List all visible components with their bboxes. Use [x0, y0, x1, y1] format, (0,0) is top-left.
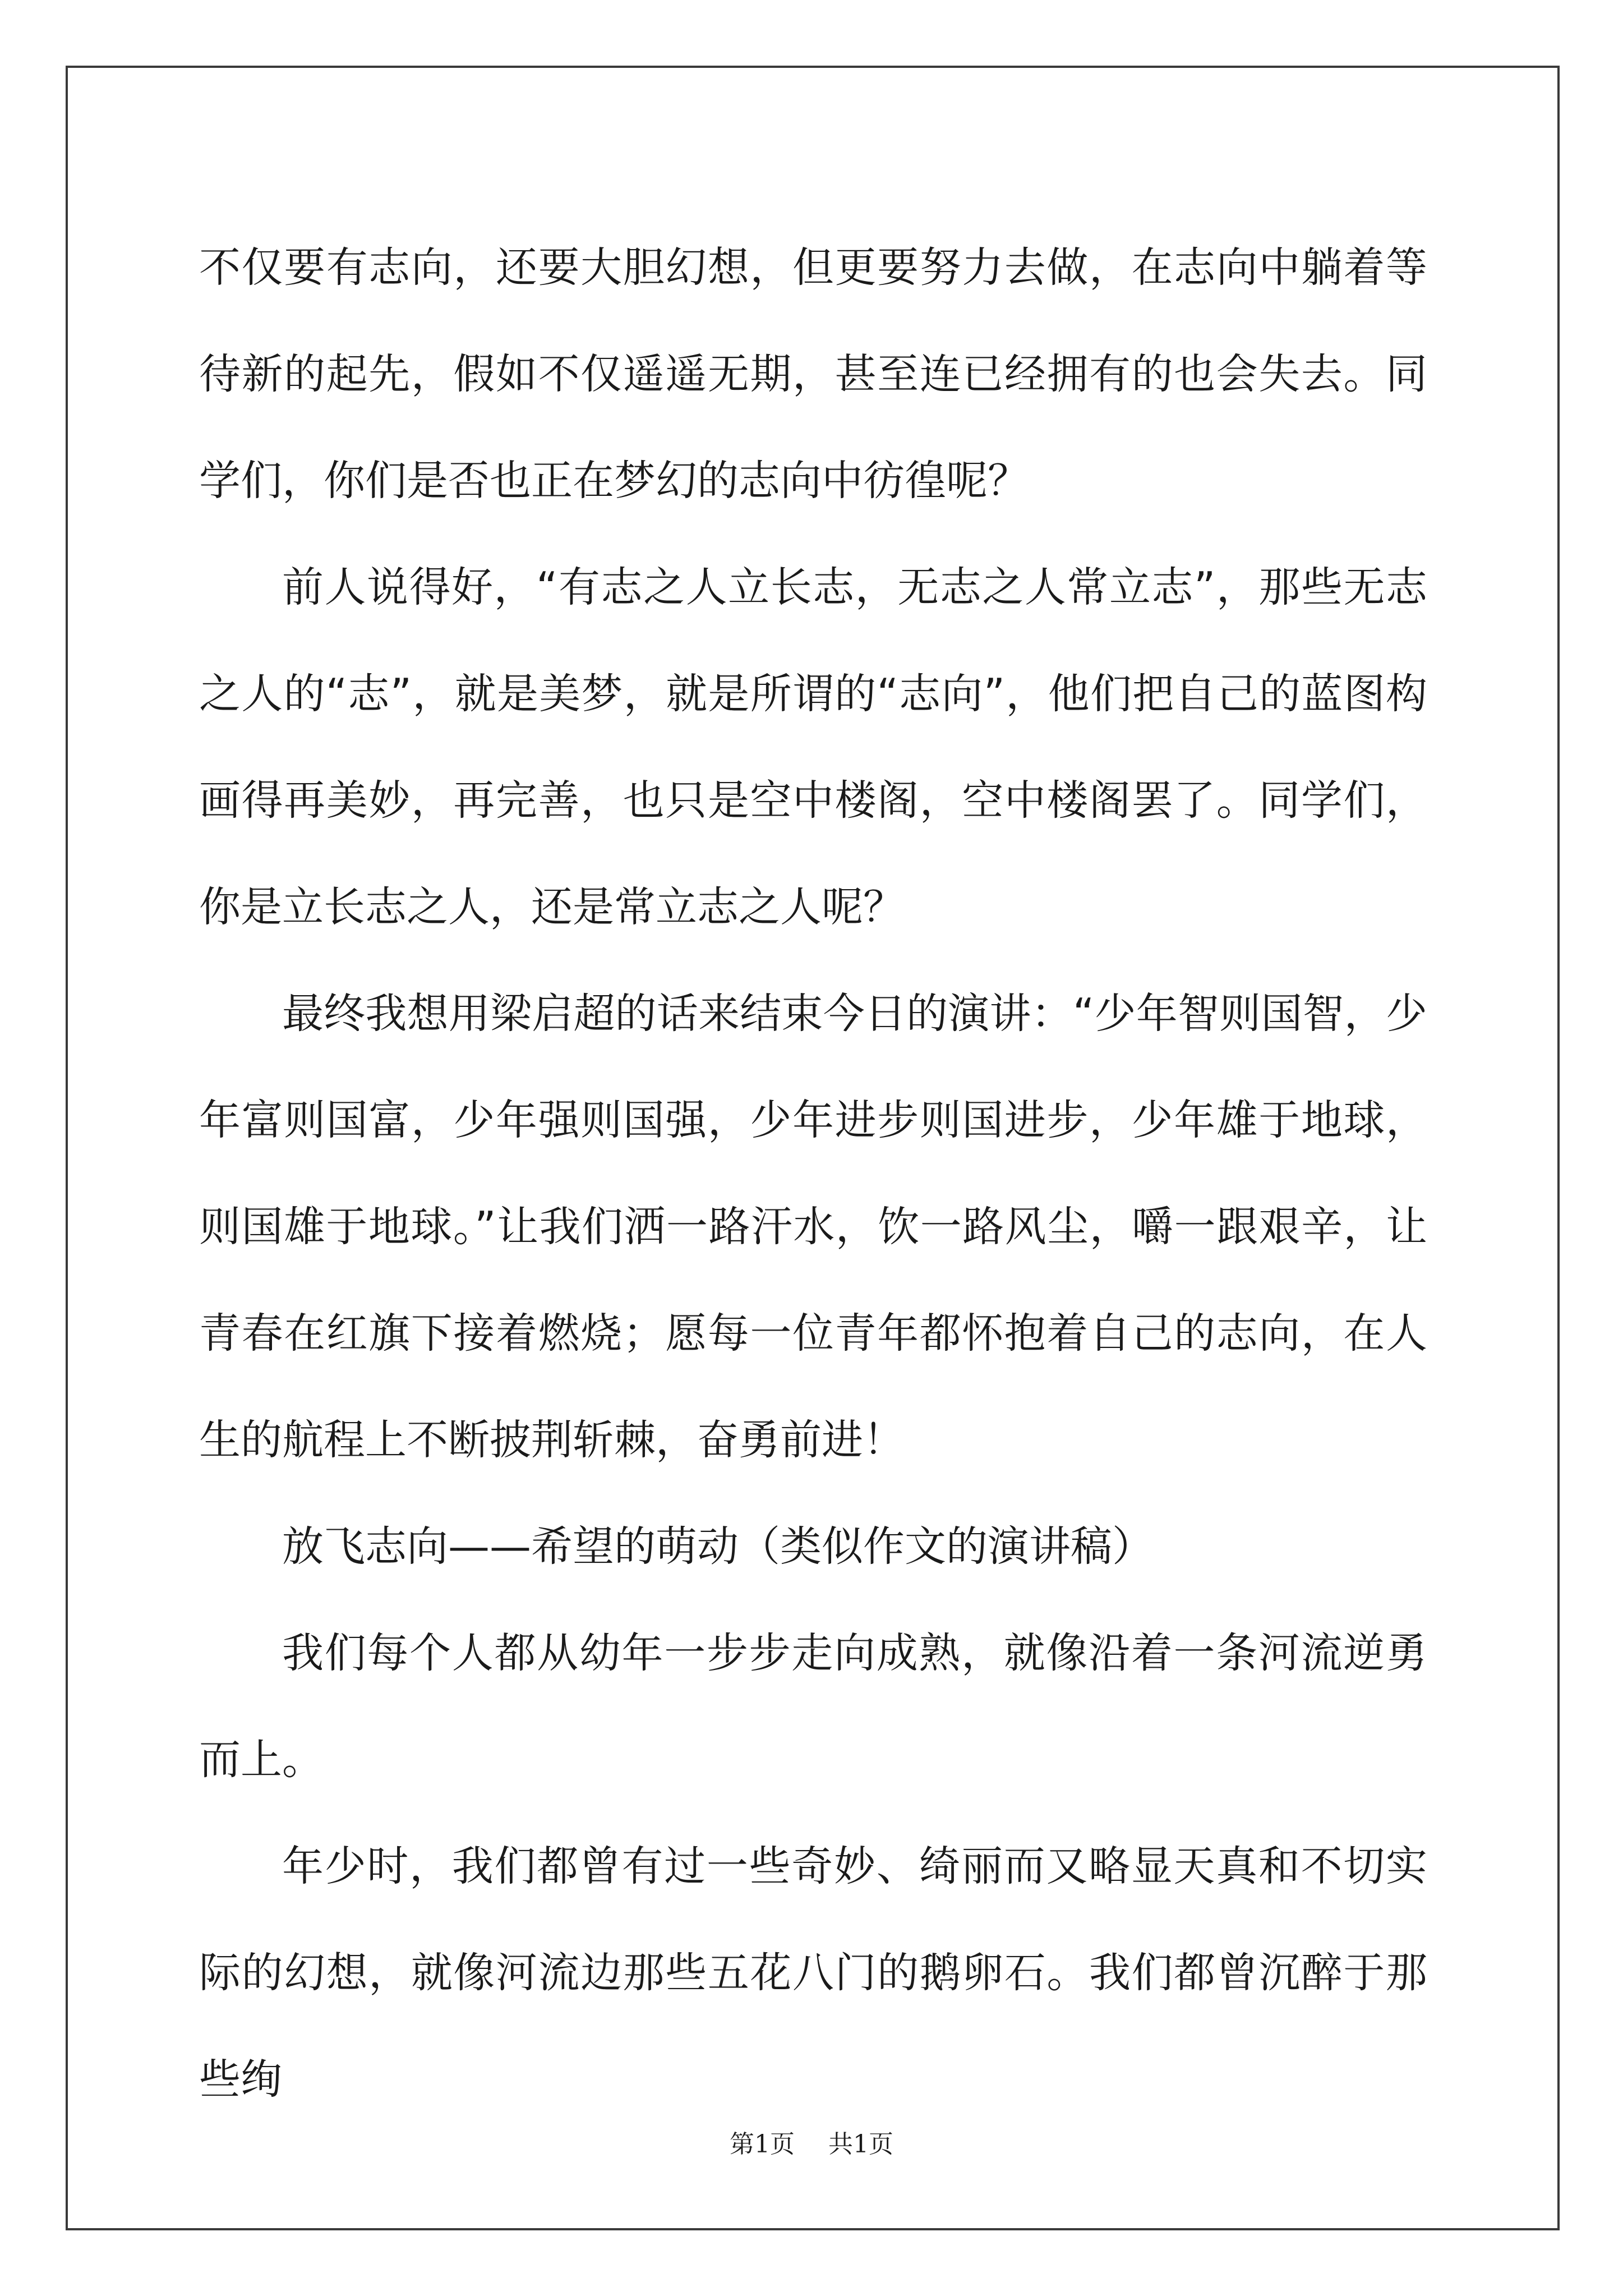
- section-title: 放飞志向——希望的萌动（类似作文的演讲稿）: [282, 1522, 1154, 1571]
- paragraph-5: 年少时，我们都曾有过一些奇妙、绮丽而又略显天真和不切实际的幻想，就像河流边那些五花八门的鹅卵石。我们都曾沉醉于那些绚: [199, 1842, 1427, 2104]
- document-body: [199, 214, 1427, 2133]
- page-total: 共1页: [828, 2130, 893, 2159]
- paragraph-4: 我们每个人都从幼年一步步走向成熟，就像沿着一条河流逆勇而上。: [199, 1629, 1427, 1784]
- page-number: 第1页: [730, 2130, 795, 2159]
- page-footer: [0, 2124, 1623, 2160]
- paragraph-3: 最终我想用梁启超的话来结束今日的演讲：“少年智则国智，少年富则国富，少年强则国强，少年进步则国进步，少年雄于地球，则国雄于地球。”让我们洒一路汗水，饮一路风尘，嚼一跟艰辛，让青春在红旗下接着燃烧；愿每一位青年都怀抱着自己的志向，在人生的航程上不断披荆斩棘，奋勇前进！: [199, 990, 1427, 1464]
- paragraph-2: 前人说得好，“有志之人立长志，无志之人常立志”，那些无志之人的“志”，就是美梦，就是所谓的“志向”，他们把自己的蓝图构画得再美妙，再完善，也只是空中楼阁，空中楼阁罢了。同学们，你是立长志之人，还是常立志之人呢？: [199, 563, 1427, 931]
- paragraph-1: 不仅要有志向，还要大胆幻想，但更要努力去做，在志向中躺着等待新的起先，假如不仅遥遥无期，甚至连已经拥有的也会失去。同学们，你们是否也正在梦幻的志向中彷徨呢？: [199, 243, 1427, 505]
